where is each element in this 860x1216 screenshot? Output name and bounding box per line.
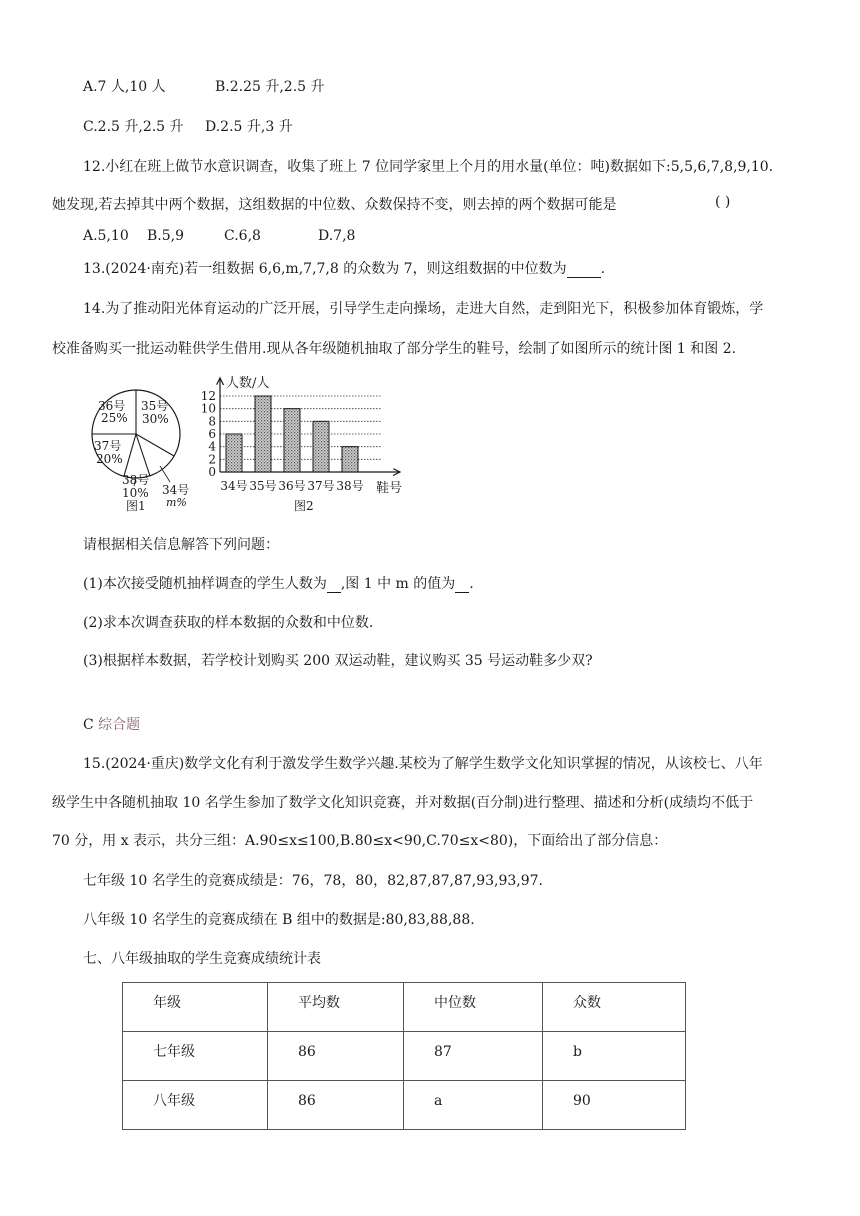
y-tick-label: 12 [200,389,216,403]
slice-label-34: 34号 [162,483,190,497]
q12-option-b: B.5,9 [147,228,185,244]
table-row [123,1032,686,1081]
y-tick-label: 6 [208,427,216,441]
figure-1-caption: 图1 [126,499,146,513]
q14-part1-c: . [469,576,474,592]
stats-table [122,982,686,1130]
q15-line3: 70 分，用 x 表示，共分三组：A.90≤x≤100,B.80≤x<90,C.70≤x<80)，下面给出了部分信息： [52,833,668,849]
y-tick-label: 4 [208,439,216,454]
q14-part1-b: ,图 1 中 m 的值为 [340,576,456,592]
slice-label-37: 37号 [94,439,122,453]
q13-end: . [600,261,606,277]
table-header-cell: 年级 [123,983,268,1032]
q14-part2: (2)求本次调查获取的样本数据的众数和中位数. [83,615,374,631]
bar [313,421,329,472]
table-cell: 87 [404,1032,543,1081]
q14-prompt: 请根据相关信息解答下列问题： [83,537,279,553]
table-header-cell: 平均数 [268,983,404,1032]
x-tick-label: 34号 [220,479,248,493]
q12-answer-paren: ( ) [715,194,731,210]
slice-label-36: 36号 [98,399,126,413]
table-header-cell: 众数 [543,983,686,1032]
section-c-heading [83,714,140,734]
bar [284,409,300,472]
q11-option-b: B.2.25 升,2.5 升 [215,79,325,95]
q14-blank-m [455,576,469,593]
q15-line2: 级学生中各随机抽取 10 名学生参加了数学文化知识竞赛，并对数据(百分制)进行整理、描述和分析(成绩均不低于 [52,795,754,811]
q11-option-c: C.2.5 升,2.5 升 [83,119,184,135]
slice-value-35: 30% [142,412,169,426]
table-cell: 86 [268,1081,404,1130]
q15-line1: 15.(2024·重庆)数学文化有利于激发学生数学兴趣.某校为了解学生数学文化知识掌握的情况，从该校七、八年 [83,756,763,772]
section-c-letter: C [83,717,99,733]
table-cell: 八年级 [123,1081,268,1130]
q15-grade7-scores: 七年级 10 名学生的竞赛成绩是：76，78，80，82,87,87,87,93,93,97. [83,873,544,889]
q15-grade8-scores: 八年级 10 名学生的竞赛成绩在 B 组中的数据是:80,83,88,88. [83,912,475,928]
q12-line1: 12.小红在班上做节水意识调查，收集了班上 7 位同学家里上个月的用水量(单位：吨)数据如下:5,5,6,7,8,9,10. [83,159,774,175]
pie-leader-line [160,466,170,482]
table-header-row [123,983,686,1032]
q13-answer-blank [567,261,601,278]
q11-option-a: A.7 人,10 人 [83,79,166,95]
q14-part3: (3)根据样本数据，若学校计划购买 200 双运动鞋，建议购买 35 号运动鞋多少双? [83,653,593,669]
y-tick-label: 10 [200,401,216,416]
slice-value-34: m% [166,496,187,509]
q14-blank-count [327,576,341,593]
bar [255,396,271,472]
x-tick-label: 38号 [336,479,364,493]
slice-label-38: 38号 [122,473,150,487]
table-row [123,1081,686,1130]
table-header-cell: 中位数 [404,983,543,1032]
slice-value-36: 25% [101,411,128,425]
slice-value-37: 20% [96,452,123,466]
figure-2-caption: 图2 [294,499,314,513]
figure-2-bar-chart [200,372,414,516]
x-tick-label: 37号 [307,479,335,493]
q14-line1: 14.为了推动阳光体育运动的广泛开展，引导学生走向操场，走进大自然，走到阳光下，积极参加体育锻炼，学 [83,301,764,317]
slice-value-38: 10% [122,486,149,500]
q14-line2: 校准备购买一批运动鞋供学生借用.现从各年级随机抽取了部分学生的鞋号，绘制了如图所示的统计图 1 和图 2. [52,341,737,357]
q13-text [83,258,605,278]
y-tick-label: 8 [208,414,216,429]
x-tick-label: 36号 [278,479,306,493]
figure-1-pie-chart [84,384,196,514]
table-cell: b [543,1032,686,1081]
q14-part1 [83,573,474,593]
bar [226,434,242,472]
q12-option-c: C.6,8 [224,228,261,244]
y-tick-label: 2 [208,452,216,467]
q14-part1-a: (1)本次接受随机抽样调查的学生人数为 [83,576,327,592]
y-axis-label: 人数/人 [226,376,270,391]
q12-line2: 她发现,若去掉其中两个数据，这组数据的中位数、众数保持不变，则去掉的两个数据可能是 [52,197,617,213]
bar [342,447,358,472]
x-axis-label: 鞋号 [376,481,403,496]
q12-option-d: D.7,8 [318,228,356,244]
q11-option-d: D.2.5 升,3 升 [205,119,293,135]
q13-body: 13.(2024·南充)若一组数据 6,6,m,7,7,8 的众数为 7，则这组数据的中位数为 [83,261,567,277]
pie-divider [124,434,136,476]
x-tick-label: 35号 [249,479,277,493]
q12-option-a: A.5,10 [83,228,129,244]
table-cell: a [404,1081,543,1130]
section-c-title: 综合题 [98,717,141,733]
table-cell: 90 [543,1081,686,1130]
q15-table-title: 七、八年级抽取的学生竞赛成绩统计表 [83,951,321,967]
y-tick-label: 0 [208,465,216,479]
slice-label-35: 35号 [141,399,169,413]
table-cell: 七年级 [123,1032,268,1081]
table-cell: 86 [268,1032,404,1081]
